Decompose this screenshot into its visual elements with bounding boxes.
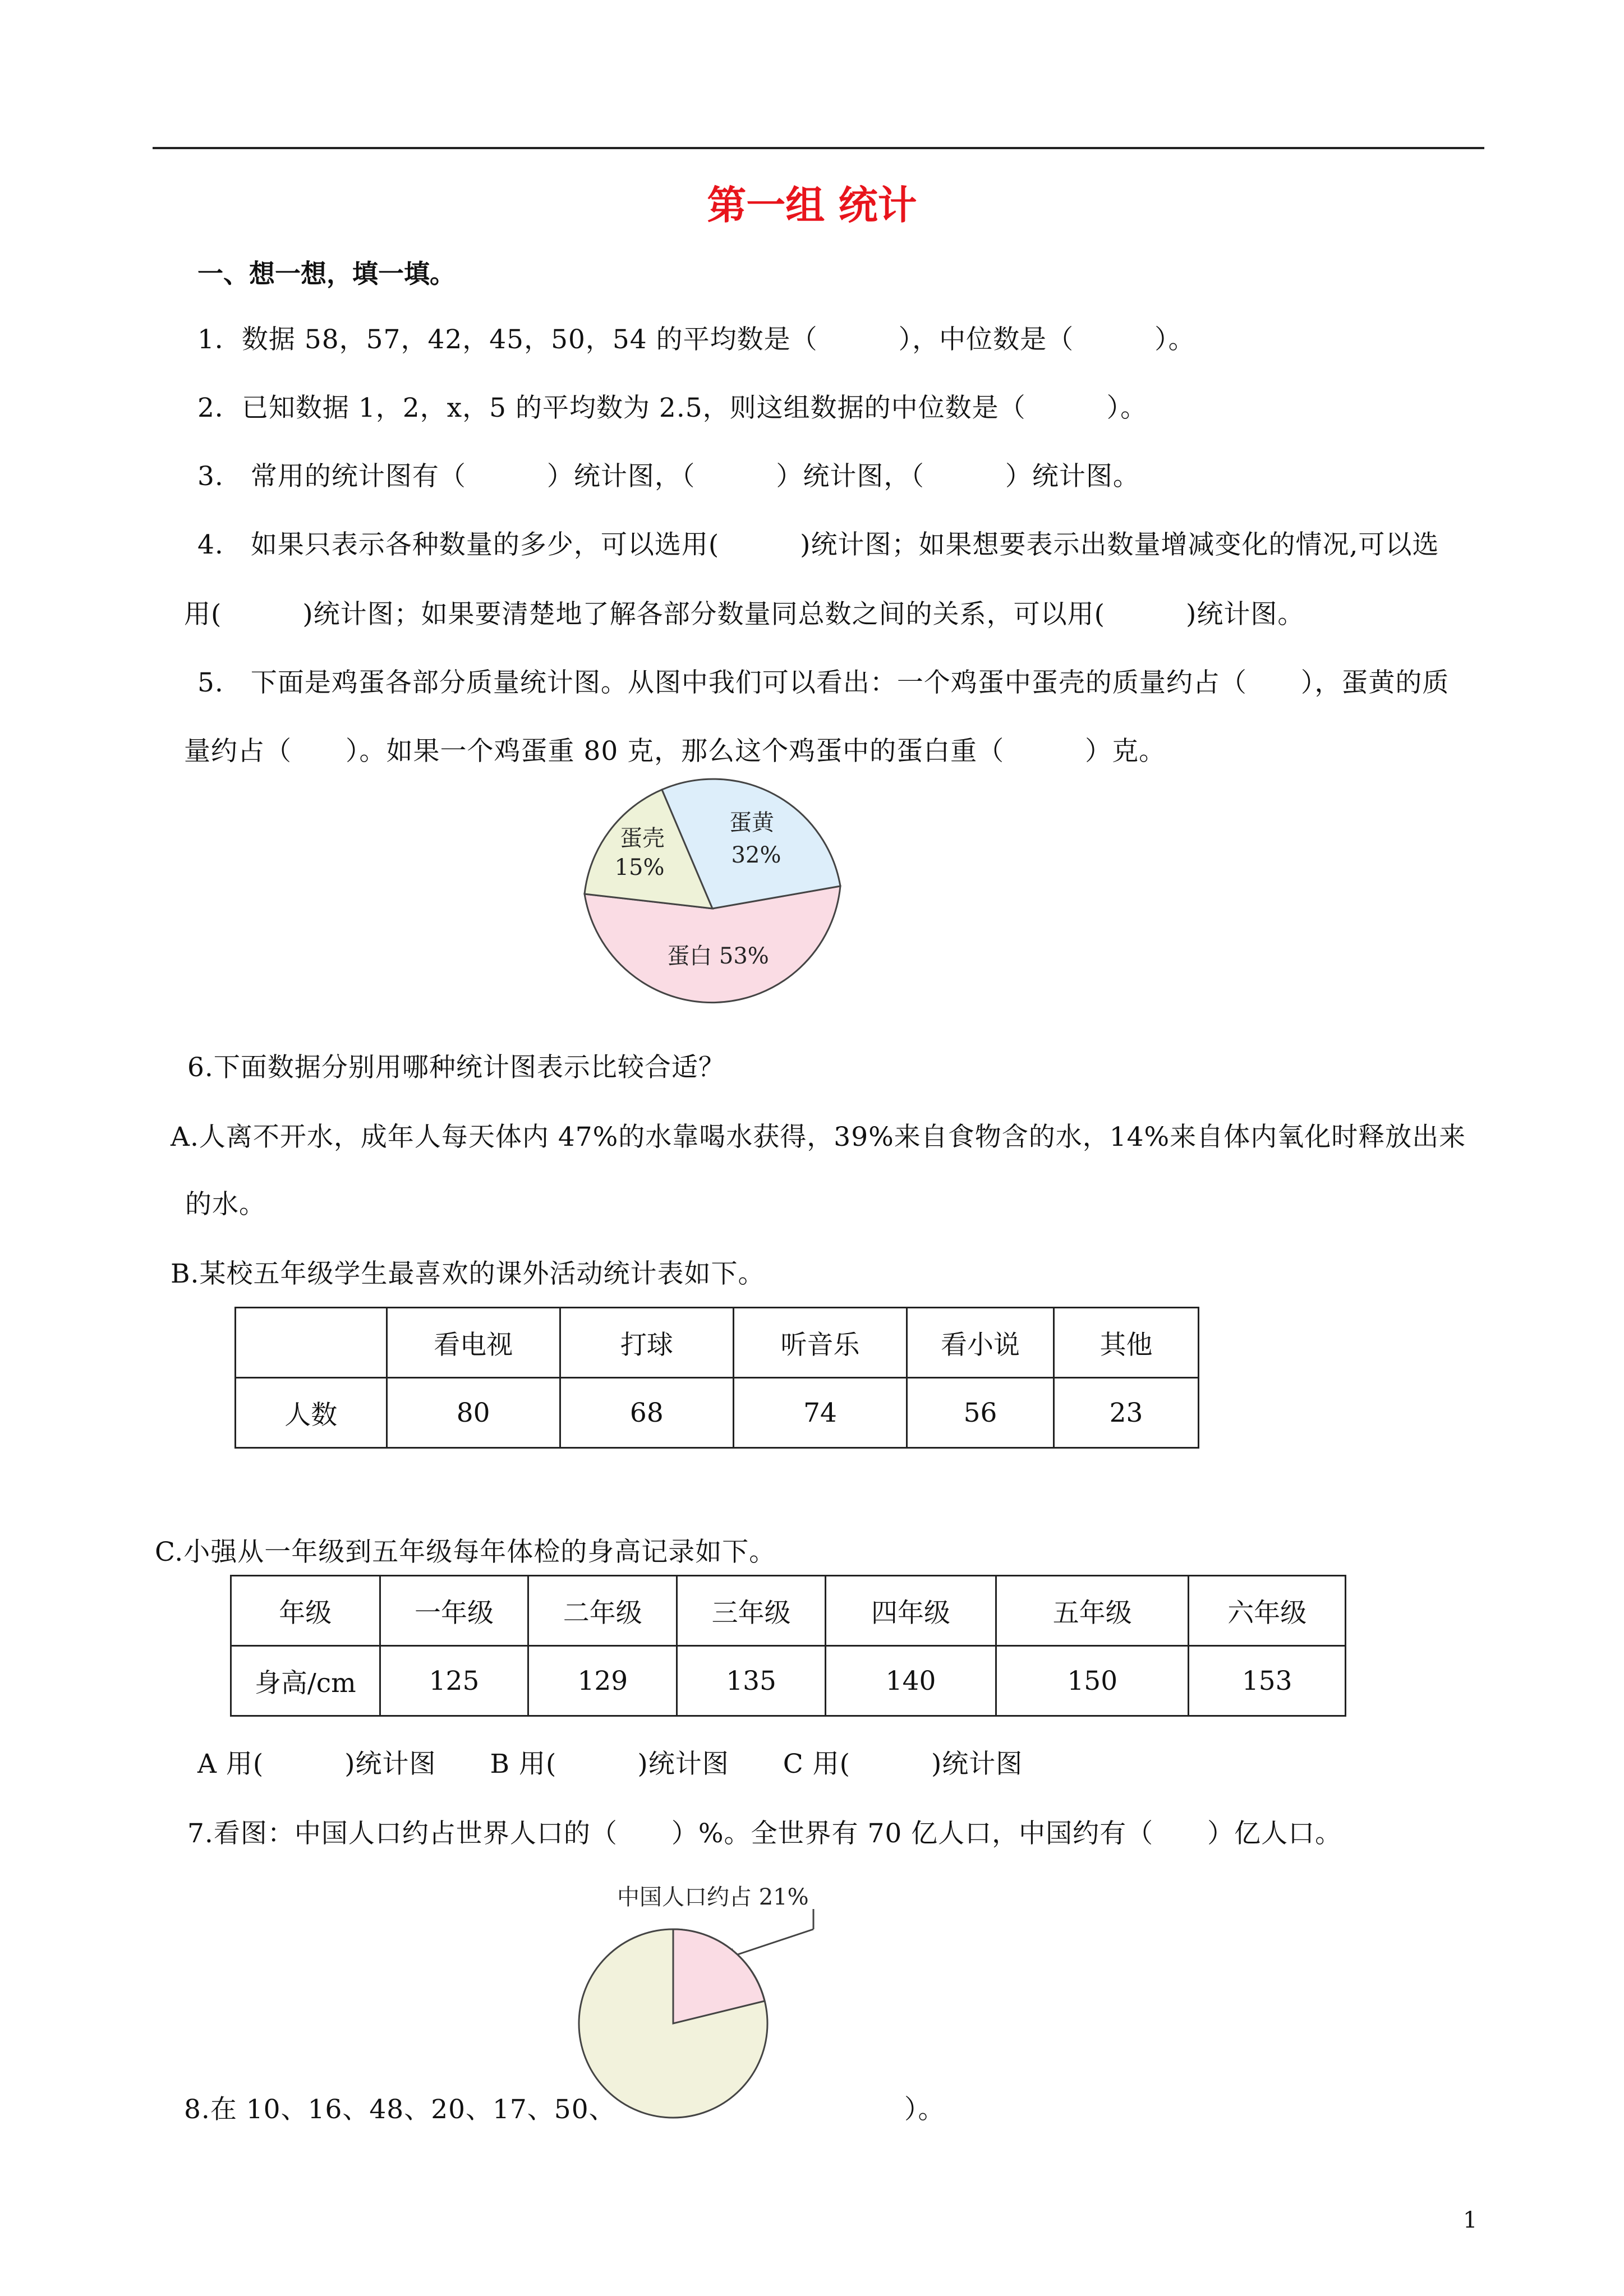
table-header-cell: 打球 [560, 1308, 733, 1378]
table-header-cell: 五年级 [996, 1576, 1189, 1646]
population-pie-chart [572, 1879, 920, 2126]
table-header-cell: 看电视 [387, 1308, 560, 1378]
table-header-cell: 四年级 [826, 1576, 996, 1646]
table-row-label: 身高/cm [231, 1646, 380, 1716]
question-6c: C.小强从一年级到五年级每年体检的身高记录如下。 [155, 1537, 776, 1567]
table-header-cell: 一年级 [380, 1576, 528, 1646]
question-4-line-2: 用( )统计图；如果要清楚地了解各部分数量同总数之间的关系，可以用( )统计图。 [184, 599, 1305, 630]
egg-pie-chart [578, 774, 858, 1043]
table-header-cell: 三年级 [677, 1576, 826, 1646]
page-number: 1 [1463, 2207, 1478, 2233]
table-cell: 140 [826, 1646, 996, 1716]
question-8-end: ）。 [904, 2094, 945, 2125]
table-cell: 74 [733, 1378, 907, 1448]
table-cell: 153 [1189, 1646, 1346, 1716]
table-header-cell [236, 1308, 387, 1378]
question-6a-line-2: 的水。 [185, 1189, 266, 1220]
table-header-cell: 其他 [1054, 1308, 1199, 1378]
table-cell: 80 [387, 1378, 560, 1448]
question-2: 2．已知数据 1，2，x，5 的平均数为 2.5，则这组数据的中位数是（ ）。 [197, 393, 1148, 423]
page-title: 第一组 统计 [707, 182, 917, 228]
question-4-line-1: 4. 如果只表示各种数量的多少，可以选用( )统计图；如果想要表示出数量增减变化的情况,可以选 [197, 529, 1439, 560]
table-cell: 129 [528, 1646, 677, 1716]
question-5-line-1: 5. 下面是鸡蛋各部分质量统计图。从图中我们可以看出：一个鸡蛋中蛋壳的质量约占（ ），蛋黄的质 [197, 667, 1450, 698]
question-3: 3. 常用的统计图有（ ）统计图，（ ）统计图，（ ）统计图。 [197, 461, 1140, 492]
table-header-cell: 看小说 [907, 1308, 1054, 1378]
table-cell: 23 [1054, 1378, 1199, 1448]
question-5-line-2: 量约占（ ）。如果一个鸡蛋重 80 克，那么这个鸡蛋中的蛋白重（ ）克。 [184, 736, 1166, 767]
callout-label: 中国人口约占 21% [617, 1884, 809, 1910]
label-white: 蛋白 53% [667, 943, 769, 969]
height-table [230, 1575, 1346, 1717]
table-cell: 150 [996, 1646, 1189, 1716]
table-cell: 56 [907, 1378, 1054, 1448]
table-row-label: 人数 [236, 1378, 387, 1448]
activity-table [234, 1307, 1199, 1449]
question-7: 7.看图：中国人口约占世界人口的（ ）%。全世界有 70 亿人口，中国约有（ ）亿人口。 [187, 1818, 1342, 1849]
table-cell: 125 [380, 1646, 528, 1716]
table-cell: 135 [677, 1646, 826, 1716]
table-cell: 68 [560, 1378, 733, 1448]
question-8: 8.在 10、16、48、20、17、50、 [184, 2094, 616, 2125]
table-header-cell: 年级 [231, 1576, 380, 1646]
question-6-answers: A 用( )统计图 B 用( )统计图 C 用( )统计图 [197, 1749, 1023, 1779]
question-1: 1．数据 58，57，42，45，50，54 的平均数是（ ），中位数是（ ）。 [197, 324, 1195, 355]
header-rule [153, 147, 1484, 149]
question-6: 6.下面数据分别用哪种统计图表示比较合适？ [187, 1052, 725, 1083]
label-yolk: 蛋黄 [729, 810, 774, 836]
label-shell: 蛋壳 [620, 826, 665, 851]
table-header-cell: 二年级 [528, 1576, 677, 1646]
section-heading: 一、想一想，填一填。 [197, 259, 456, 289]
question-6b: B.某校五年级学生最喜欢的课外活动统计表如下。 [171, 1258, 765, 1289]
question-6a-line-1: A.人离不开水，成年人每天体内 47%的水靠喝水获得，39%来自食物含的水，14%来自体内氧化时释放出来 [171, 1122, 1466, 1152]
label-yolk-pct: 32% [731, 842, 781, 868]
table-header-cell: 六年级 [1189, 1576, 1346, 1646]
label-shell-pct: 15% [614, 855, 665, 880]
table-header-cell: 听音乐 [733, 1308, 907, 1378]
